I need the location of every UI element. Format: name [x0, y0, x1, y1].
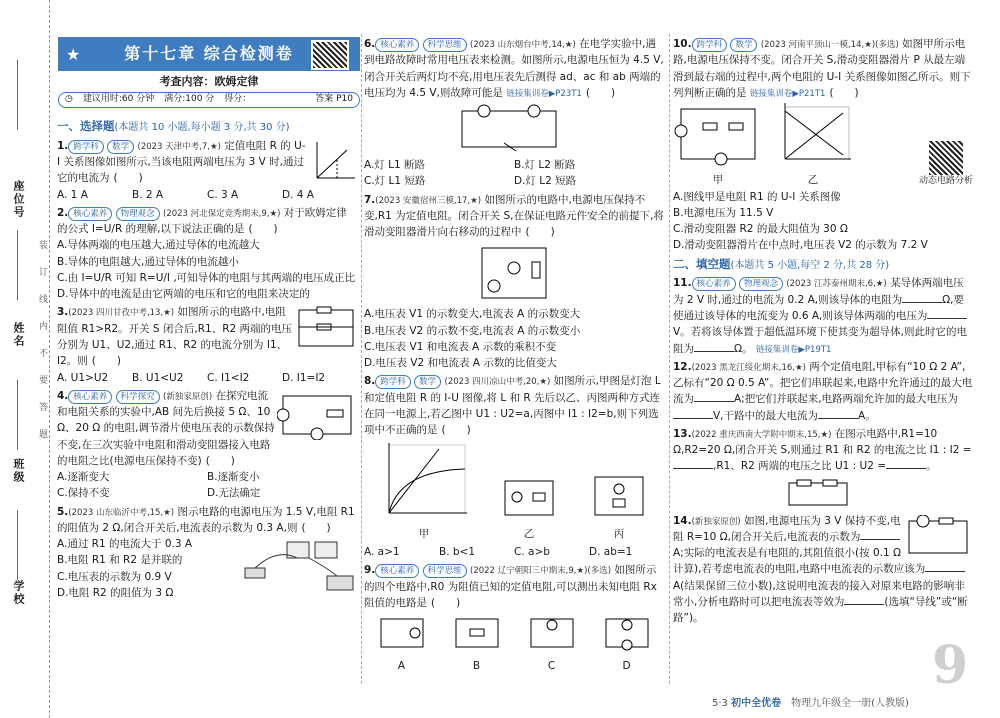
seat-blank[interactable] — [17, 60, 18, 130]
q10-figure-yi: 乙 — [771, 101, 855, 189]
q10-circuit — [673, 101, 763, 167]
question-6: 6. 核心素养 科学思维 (2023 山东烟台中考,14,★) 在电学实验中,遇到电路故障时常用电压表来检测。如图所示,电源电压恒为 4.5 V,闭合开关后两灯均不亮,用电压表先后测得 ad、ac 和 ab 两端的电压均为 4.5 V,则故障可能是 链接集训卷▶P23T1 ( ) A.灯 L1 断路 B.灯 L2 断路 C.灯 L1 短路 D.灯 L2 短路 — [364, 38, 664, 188]
question-1: 1. 跨学科 数学 (2023 天津中考,7,★) 定值电阻 R 的 U-I 关系图像如图所示,当该电阻两端电压为 3 V 时,通过它的电流为 ( ) A. 1 A B. 2 A C. 3 A D. 4 A — [57, 138, 357, 203]
class-label: 班级 — [12, 458, 26, 484]
cut-line-note: 装订线内不要答题 — [36, 240, 47, 456]
q8-figure-bing: 丙 — [589, 471, 649, 543]
score-label: 满分:100 分 — [164, 94, 215, 105]
q14-blank-1[interactable] — [860, 530, 900, 540]
qr-code-icon[interactable] — [311, 40, 349, 70]
qr-code-icon[interactable] — [929, 141, 963, 175]
question-2: 2. 核心素养 物理观念 (2023 河北保定竞秀期末,9,★) 对于欧姆定律的公式 I=U/R 的理解,以下说法正确的是 ( ) A.导体两端的电压越大,通过导体的电流越大 B.导体的电阻越大,通过导体的电流越小 C.由 I=U/R 可知 R=U/I ,可知导体的电阻与其两端的电压成正比 D.导体中的电流是由它两端的电压和它的电阻来决定的 — [57, 206, 356, 301]
question-7: 7.(2023 安徽宿州三模,17,★) 如图所示的电路中,电源电压保持不变,R1 为定值电阻。闭合开关 S,在保证电路元件安全的前提下,将滑动变阻器滑片向右移动的过程中 ( ) A.电压表 V1 的示数变大,电流表 A 的示数变大 B.电压表 V2 的示数不变,电流表 A 的示数变小 C.电压表 V1 和电流表 A 示数的乘积不变 D.电压表 V2 和电流表 A 示数的比值变大 — [364, 193, 664, 370]
got-label: 得分： — [224, 94, 252, 105]
question-14: 14.(新独家原创) 如图,电源电压为 3 V 保持不变,电阻 R=10 Ω,闭合开关后,电流表的示数为A;实际的电流表是有电阻的,其阻值很小(按 0.1 Ω 计算),若考虑电流表的电阻,电路中电流表的示数应该为A(结果保留三位小数),这说明电流表的接入对原来电路的影响非常小,分析电路时可以把电流表等效为 (选填“导线”或“断路”)。 — [673, 513, 973, 627]
page-number: 9 — [932, 635, 969, 696]
q11-blank-2[interactable] — [927, 309, 967, 319]
q9-option-d: D — [602, 615, 652, 675]
q3-circuit — [295, 306, 357, 350]
q14-blank-2[interactable] — [925, 562, 965, 572]
question-8: 8. 跨学科 数学 (2023 四川凉山中考,20,★) 如图所示,甲图是灯泡 L 和定值电阻 R 的 I-U 图像,将 L 和 R 先后以乙、丙图两种方式连在同一电源上,若乙图中 U1 : U2=a,丙图中 I1 : I2=b,则下列选项中不正确的是 ( ) 甲 乙 丙 A. a>1 B. b<1 C. a>b D. ab=1 — [364, 373, 664, 560]
seat-label: 座位号 — [12, 180, 26, 219]
q13-blank-2[interactable] — [886, 459, 926, 469]
q10-figures — [673, 101, 973, 189]
q8-figure-jia: 甲 — [379, 441, 469, 543]
q7-circuit — [474, 242, 554, 304]
q9-option-c: C — [527, 615, 577, 675]
q9-option-b: B — [452, 615, 502, 675]
question-4: 4. 核心素养 科学探究 (新独家原创) 在探究电流和电阻关系的实验中,AB 间先后换接 5 Ω、10 Ω、20 Ω 的电阻,调节滑片使电压表的示数保持不变,在三次实验中电阻和滑动变阻器接入电路的电阻之比(电源电压保持不变) ( ) A.逐渐变大 B.逐渐变小 C.保持不变 D.无法确定 — [57, 388, 357, 502]
column-3 — [673, 34, 973, 629]
question-5: 5.(2023 山东临沂中考,15,★) 图示电路的电源电压为 1.5 V,电阻 R1 的阻值为 2 Ω,闭合开关后,电流表的示数为 0.3 A,则 ( ) A.通过 R1 的电流大于 0.3 A B.电阻 R1 和 R2 是并联的 C.电压表的示数为 0.9 V D.电阻 R2 的阻值为 3 Ω — [57, 504, 357, 602]
q12-blank-1[interactable] — [694, 392, 734, 402]
q8-series-circuit — [499, 471, 559, 521]
question-3: 3.(2023 四川甘孜中考,13,★) 如图所示的电路中,电阻阻值 R1>R2。开关 S 闭合后,R1、R2 两端的电压分别为 U1、U2,通过 R1、R2 的电流分别为 I1、I2。则 ( ) A. U1>U2 B. U1<U2 C. I1<I2 D. I1=I2 — [57, 304, 357, 385]
question-11: 11. 核心素养 物理观念 (2023 江苏泰州期末,6,★) 某导体两端电压为 2 V 时,通过的电流为 0.2 A,则该导体的电阻为 Ω,要使通过该导体的电流变为 0.6 A,则该导体两端的电压为V。若将该导体置于超低温环境下使其变为超导体,则此时它的电阻为 Ω。 链接集训卷▶P19T1 — [673, 277, 968, 355]
exam-meta — [58, 92, 360, 108]
q10-ui-graph — [771, 101, 855, 167]
q11-blank-1[interactable] — [902, 293, 942, 303]
q14-circuit — [903, 515, 973, 559]
class-blank[interactable] — [17, 380, 18, 450]
question-12: 12.(2023 黑龙江绥化期末,16,★) 两个定值电阻,甲标有“10 Ω 2 A”,乙标有“20 Ω 0.5 A”。把它们串联起来,电路中允许通过的最大电流为 A;把它们并联起来,电路两端允许加的最大电压为V,干路中的最大电流为 A。 — [673, 360, 973, 422]
q8-iu-graph — [379, 441, 469, 521]
answer-page: 答案 P10 — [315, 94, 353, 105]
q13-circuit — [783, 477, 853, 511]
name-blank[interactable] — [17, 230, 18, 300]
section-choice-title: 一、选择题(本题共 10 小题,每小题 3 分,共 30 分) — [57, 119, 290, 133]
star-icon: ★ — [66, 45, 81, 64]
column-2 — [364, 34, 664, 677]
exam-scope: 考查内容：欧姆定律 — [159, 75, 259, 88]
question-10: 10. 跨学科 数学 (2023 河南平顶山一模,14,★)(多选) 如图甲所示电路,电源电压保持不变。闭合开关 S,滑动变阻器滑片 P 从最左端滑到最右端的过程中,两个电阻的 U-I 关系图像如图乙所示。则下列判断正确的是 链接集训卷▶P21T1 ( ) 甲 乙 动态电路分析 A.图线甲是电阻 R1 的 U-I 关系图像 B.电源电压为 11.5 V C.滑动变阻器 R2 的最大阻值为 30 Ω D.滑动变阻器滑片在中点时,电压表 V2 的示数为 7.2 V — [673, 38, 973, 252]
q13-blank-1[interactable] — [673, 459, 713, 469]
q8-figure-yi: 乙 — [499, 471, 559, 543]
question-9: 9. 核心素养 科学思维 (2022 辽宁朝阳三中期末,9,★)(多选) 如图所示的四个电路中,R0 为阻值已知的定值电阻,可以测出未知电阻 Rx 阻值的电路是 ( ) A B C D — [364, 562, 664, 674]
section-fill-title: 二、填空题(本题共 5 小题,每空 2 分,共 28 分) — [673, 256, 890, 271]
column-divider — [361, 34, 362, 684]
q6-circuit — [454, 103, 564, 155]
q10-figure-jia: 甲 — [673, 101, 763, 189]
q12-blank-2[interactable] — [673, 409, 713, 419]
school-label: 学校 — [12, 580, 26, 606]
q4-circuit — [277, 390, 357, 440]
q14-blank-3[interactable] — [844, 595, 884, 605]
column-1 — [57, 118, 357, 603]
question-13: 13.(2022 重庆西南大学附中期末,15,★) 在图示电路中,R1=10 Ω,R2=20 Ω,闭合开关 S,则通过 R1 和 R2 的电流之比 I1 : I2 =,R1、R2 两端的电压之比 U1 : U2 = 。 — [673, 426, 973, 511]
name-label: 姓名 — [12, 322, 26, 348]
q12-blank-3[interactable] — [818, 409, 858, 419]
time-label: 建议用时:60 分钟 — [82, 94, 155, 105]
school-blank[interactable] — [17, 510, 18, 580]
q11-blank-3[interactable] — [694, 342, 734, 352]
q1-graph — [311, 140, 357, 182]
q5-apparatus — [237, 538, 357, 598]
q8-figures — [364, 441, 664, 543]
binding-strip — [0, 0, 50, 718]
column-divider — [669, 34, 670, 684]
q8-parallel-circuit — [589, 471, 649, 521]
page-title: 第十七章 综合检测卷 — [124, 43, 294, 63]
footer: 5·3 初中全优卷 物理九年级全一册(人教版) — [712, 698, 909, 709]
q9-option-a: A — [377, 615, 427, 675]
clock-icon: ◷ — [65, 94, 73, 105]
q10-qr[interactable]: 动态电路分析 — [919, 141, 973, 189]
q9-figures — [364, 615, 664, 675]
